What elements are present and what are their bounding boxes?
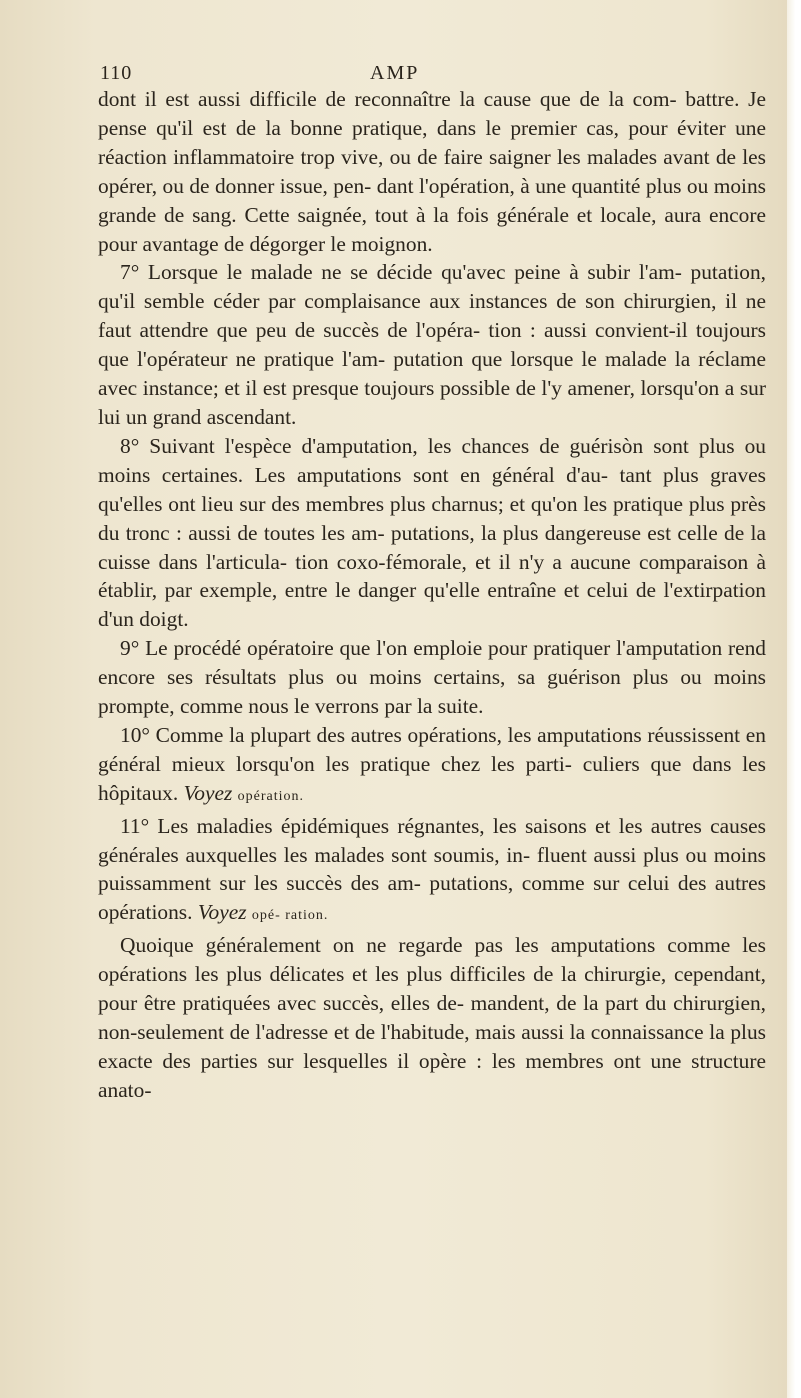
cross-reference-voyez: Voyez — [197, 900, 247, 925]
paragraph — [98, 721, 766, 812]
paragraph-text: 11° Les maladies épidémiques régnantes, les saisons et les autres causes générales auxquelles les malades sont soumis, in- fluent aussi plus ou moins puissamment sur les succès des am- putations, comme sur celui des autres opérations. — [98, 813, 766, 925]
page-header — [100, 62, 780, 86]
paragraph: Quoique généralement on ne regarde pas les amputations comme les opérations les plus délicates et les plus difficiles de la chirurgie, cependant, pour être pratiquées avec succès, elles de- mandent, de la part du chirurgien, non-seulement de l'adresse et de l'habitude, mais aussi la connaissance la plus exacte des parties sur lesquelles il opère : les membres ont une structure anato- — [98, 933, 766, 1102]
cross-reference-voyez: Voyez — [183, 780, 233, 805]
page-number: 110 — [100, 62, 133, 84]
page-edge — [787, 0, 801, 1398]
paragraph: 9° Le procédé opératoire que l'on emploie pour pratiquer l'amputation rend encore ses résultats plus ou moins certains, sa guérison plus ou moins prompte, comme nous le verrons par la suite. — [98, 636, 766, 719]
body-text — [98, 85, 766, 1105]
paragraph: 7° Lorsque le malade ne se décide qu'avec peine à subir l'am- putation, qu'il semble céder par complaisance aux instances de son chirurgien, il ne faut attendre que peu de succès de l'opéra- tion : aussi convient-il toujours que l'opérateur ne pratique l'am- putation que lorsque le malade la réclame avec instance; et il est presque toujours possible de l'y amener, lorsqu'on a sur lui un grand ascendant. — [98, 260, 766, 429]
paragraph: 8° Suivant l'espèce d'amputation, les chances de guérisòn sont plus ou moins certaines. Les amputations sont en général d'au- tant plus graves qu'elles ont lieu sur des membres plus charnus; et qu'on les pratique plus près du tronc : aussi de toutes les am- putations, la plus dangereuse est celle de la cuisse dans l'articula- tion coxo-fémorale, et il n'y a aucune comparaison à établir, par exemple, entre le danger qu'elle entraîne et celui de l'extirpation d'un doigt. — [98, 433, 766, 632]
paragraph-text: 10° Comme la plupart des autres opérations, les amputations réussissent en général mieux lorsqu'on les pratique chez les parti- culiers que dans les hôpitaux. — [98, 722, 766, 805]
running-head: AMP — [370, 62, 420, 84]
cross-reference-target: opération. — [237, 788, 305, 804]
cross-reference-target: opé- ration. — [251, 908, 329, 924]
paragraph — [98, 812, 766, 932]
paragraph: dont il est aussi difficile de reconnaître la cause que de la com- battre. Je pense qu'il est de la bonne pratique, dans le premier cas, pour éviter une réaction inflammatoire trop vive, ou de faire saigner les malades avant de les opérer, ou de donner issue, pen- dant l'opération, à une quantité plus ou moins grande de sang. Cette saignée, tout à la fois générale et locale, aura encore pour avantage de dégorger le moignon. — [98, 87, 766, 256]
